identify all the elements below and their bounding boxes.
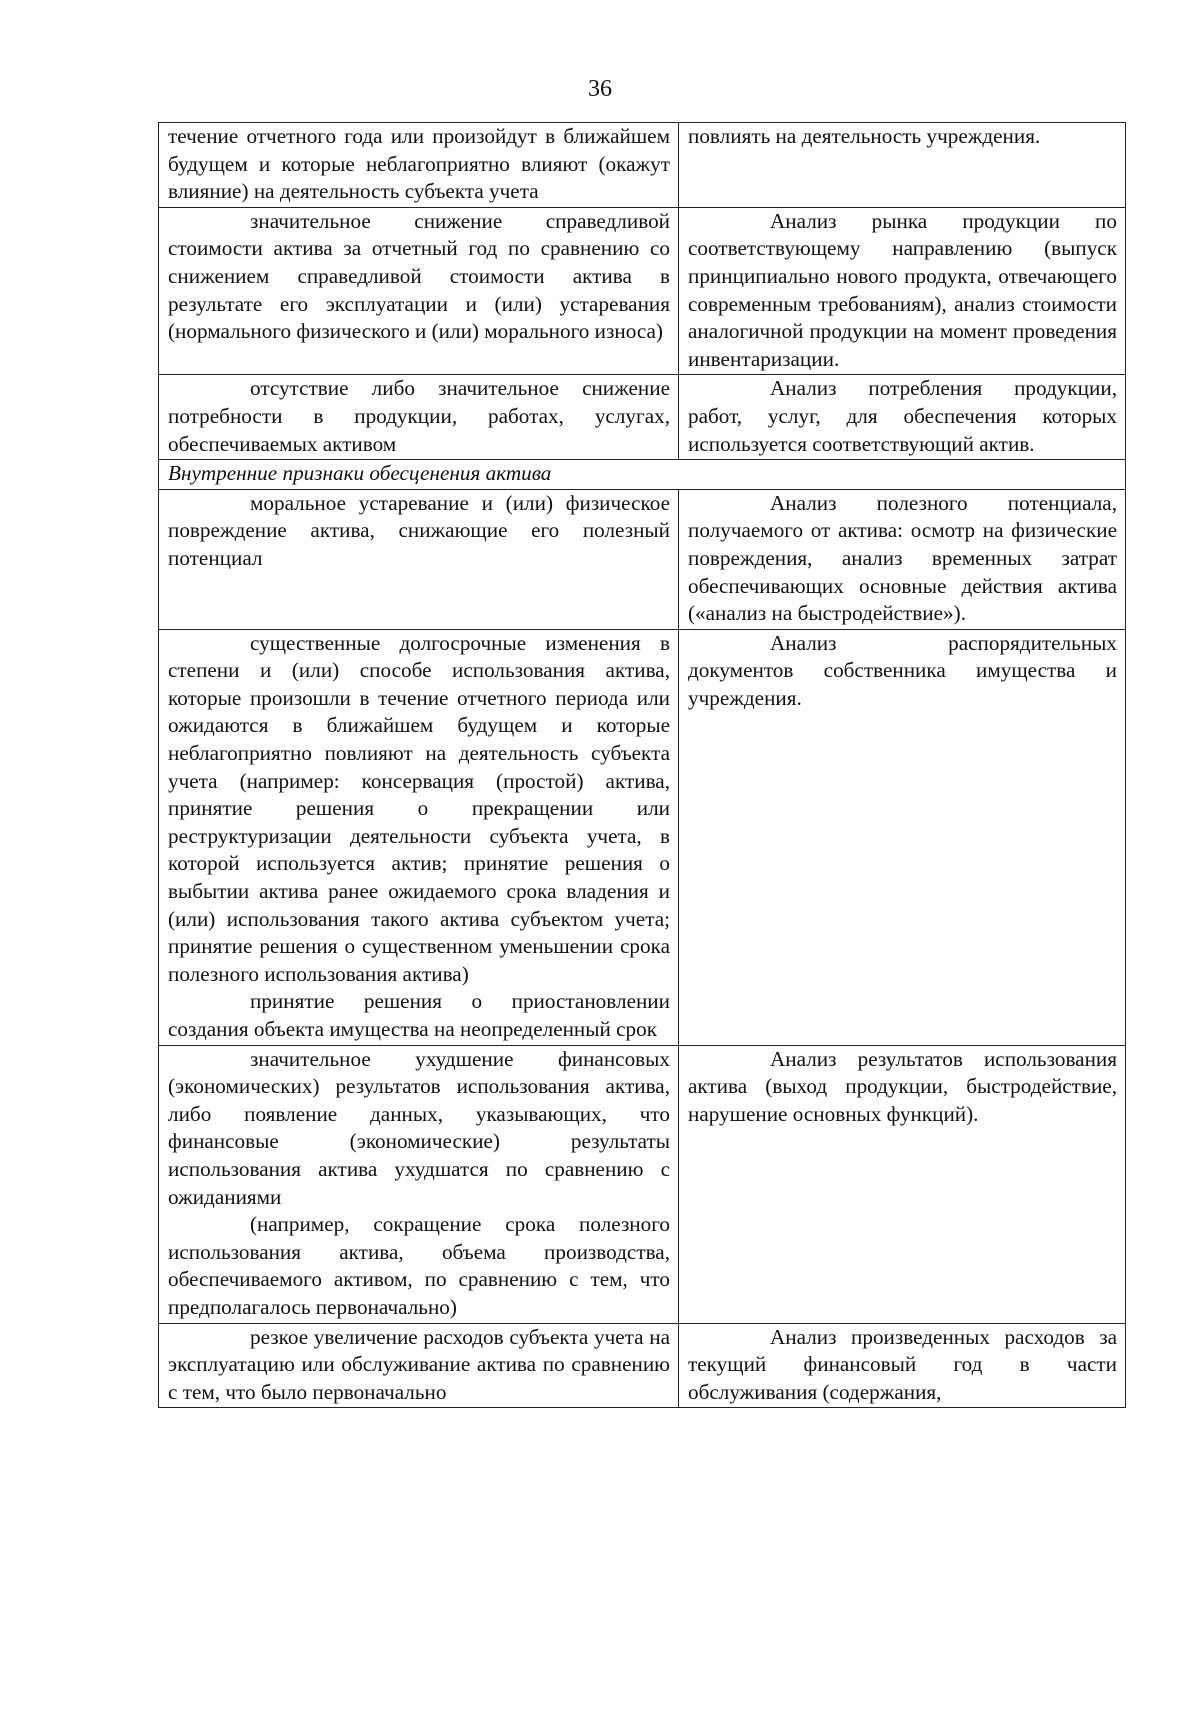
right-cell — [679, 629, 1126, 1045]
table-row — [159, 207, 1126, 375]
table-row — [159, 1045, 1126, 1323]
table-row — [159, 1323, 1126, 1408]
page-number: 36 — [588, 76, 612, 102]
cell-paragraph: моральное устаревание и (или) физическое повреждение актива, снижающие его полезный потенциал — [168, 490, 670, 570]
cell-paragraph: Анализ полезного потенциала, получаемого от актива: осмотр на физические повреждения, анализ временных затрат обеспечивающих основные действия актива («анализ на быстродействие»). — [688, 490, 1117, 626]
left-cell — [159, 1045, 679, 1323]
right-cell — [679, 207, 1126, 375]
left-cell — [159, 207, 679, 375]
right-cell — [679, 375, 1126, 460]
table-row — [159, 123, 1126, 208]
left-cell — [159, 1323, 679, 1408]
right-cell — [679, 489, 1126, 629]
table-row — [159, 489, 1126, 629]
table-row — [159, 375, 1126, 460]
cell-paragraph: Анализ рынка продукции по соответствующему направлению (выпуск принципиально нового продукта, отвечающего современным требованиям), анализ стоимости аналогичной продукции на момент проведения инвентаризации. — [688, 208, 1117, 371]
cell-paragraph: Анализ распорядительных документов собственника имущества и учреждения. — [688, 630, 1117, 710]
right-cell — [679, 123, 1126, 208]
right-cell — [679, 1045, 1126, 1323]
section-heading: Внутренние признаки обесценения актива — [159, 460, 1126, 490]
cell-paragraph: Анализ потребления продукции, работ, услуг, для обеспечения которых используется соответствующий актив. — [688, 376, 1117, 456]
cell-paragraph: значительное снижение справедливой стоимости актива за отчетный год по сравнению со снижением справедливой стоимости актива в результате его эксплуатации и (или) устаревания (нормального физического и (или) морального износа) — [168, 208, 670, 344]
cell-paragraph: принятие решения о приостановлении создания объекта имущества на неопределенный срок — [168, 989, 670, 1041]
left-cell — [159, 629, 679, 1045]
cell-paragraph: существенные долгосрочные изменения в степени и (или) способе использования актива, которые произошли в течение отчетного периода или ожидаются в ближайшем будущем и которые неблагоприятно повлияют на деятельность субъекта учета (например: консервация (простой) актива, принятие решения о прекращении или реструктуризации деятельности субъекта учета, в которой используется актив; принятие решения о выбытии актива ранее ожидаемого срока владения и (или) использования такого актива субъектом учета; принятие решения о существенном уменьшении срока полезного использования актива) — [168, 630, 670, 986]
cell-paragraph: течение отчетного года или произойдут в ближайшем будущем и которые неблагоприятно влияют (окажут влияние) на деятельность субъекта учета — [168, 124, 670, 204]
left-cell — [159, 375, 679, 460]
cell-paragraph: Анализ произведенных расходов за текущий финансовый год в части обслуживания (содержания, — [688, 1324, 1117, 1404]
cell-paragraph: значительное ухудшение финансовых (экономических) результатов использования актива, либо появление данных, указывающих, что финансовые (экономические) результаты использования актива ухудшатся по сравнению с ожиданиями — [168, 1046, 670, 1209]
table-row — [159, 629, 1126, 1045]
cell-paragraph: отсутствие либо значительное снижение потребности в продукции, работах, услугах, обеспечиваемых активом — [168, 376, 670, 456]
cell-paragraph: (например, сокращение срока полезного использования актива, объема производства, обеспечиваемого активом, по сравнению с тем, что предполагалось первоначально) — [168, 1212, 670, 1319]
cell-paragraph: Анализ результатов использования актива (выход продукции, быстродействие, нарушение основных функций). — [688, 1046, 1117, 1126]
left-cell — [159, 489, 679, 629]
impairment-table — [158, 122, 1126, 1408]
cell-paragraph: резкое увеличение расходов субъекта учета на эксплуатацию или обслуживание актива по сравнению с тем, что было первоначально — [168, 1324, 670, 1404]
section-row — [159, 460, 1126, 490]
right-cell — [679, 1323, 1126, 1408]
left-cell — [159, 123, 679, 208]
cell-paragraph: повлиять на деятельность учреждения. — [688, 124, 1041, 148]
